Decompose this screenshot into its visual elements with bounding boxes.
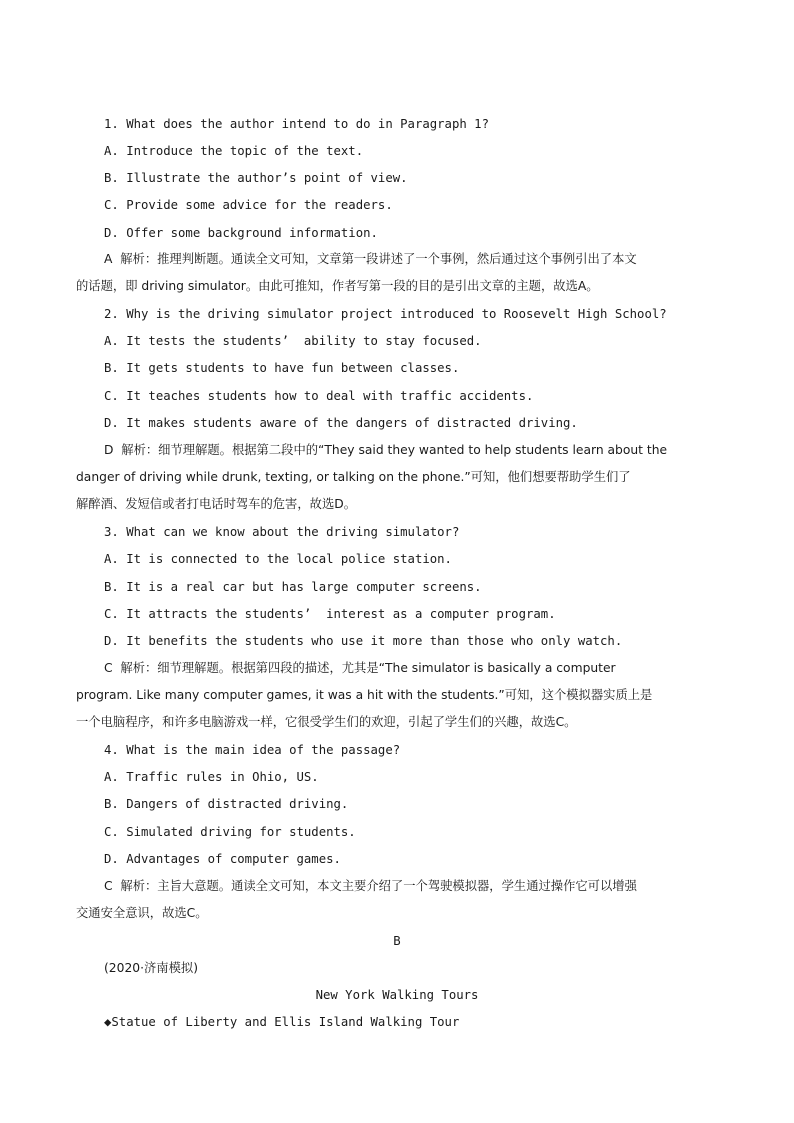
- tour-item-statue-of-liberty: ◆Statue of Liberty and Ellis Island Walking Tour: [104, 1015, 460, 1029]
- section-letter: B: [393, 934, 401, 948]
- q1-option-c: C. Provide some advice for the readers.: [104, 198, 393, 212]
- q2-option-b: B. It gets students to have fun between classes.: [104, 361, 460, 375]
- q3-option-d: D. It benefits the students who use it more than those who only watch.: [104, 634, 623, 648]
- q4-analysis-line-2: 交通安全意识，故选C。: [76, 906, 208, 920]
- q4-option-c: C. Simulated driving for students.: [104, 825, 356, 839]
- q2-option-c: C. It teaches students how to deal with traffic accidents.: [104, 389, 534, 403]
- q3-analysis-line-1: C 解析：细节理解题。根据第四段的描述，尤其是“The simulator is basically a computer: [104, 661, 616, 675]
- q2-analysis-line-1: D 解析：细节理解题。根据第二段中的“They said they wanted to help students learn about the: [104, 443, 668, 457]
- q1-analysis-line-1: A 解析：推理判断题。通读全文可知，文章第一段讲述了一个事例，然后通过这个事例引出了本文: [104, 252, 637, 266]
- q4-option-d: D. Advantages of computer games.: [104, 852, 341, 866]
- q4-option-b: B. Dangers of distracted driving.: [104, 797, 349, 811]
- q4-analysis-line-1: C 解析：主旨大意题。通读全文可知，本文主要介绍了一个驾驶模拟器，学生通过操作它可以增强: [104, 879, 637, 893]
- q3-option-a: A. It is connected to the local police station.: [104, 552, 452, 566]
- q1-option-a: A. Introduce the topic of the text.: [104, 144, 364, 158]
- q1-option-d: D. Offer some background information.: [104, 226, 378, 240]
- q3-analysis-line-2: program. Like many computer games, it was a hit with the students.”可知，这个模拟器实质上是: [76, 688, 653, 702]
- q3-question: 3. What can we know about the driving simulator?: [104, 525, 460, 539]
- q3-option-c: C. It attracts the students’ interest as a computer program.: [104, 607, 556, 621]
- q1-option-b: B. Illustrate the author’s point of view.: [104, 171, 408, 185]
- q4-option-a: A. Traffic rules in Ohio, US.: [104, 770, 319, 784]
- q3-analysis-line-3: 一个电脑程序，和许多电脑游戏一样，它很受学生们的欢迎，引起了学生们的兴趣，故选C。: [76, 715, 577, 729]
- q3-option-b: B. It is a real car but has large computer screens.: [104, 580, 482, 594]
- q2-analysis-line-3: 解醉酒、发短信或者打电话时驾车的危害，故选D。: [76, 497, 357, 511]
- q2-question: 2. Why is the driving simulator project introduced to Roosevelt High School?: [104, 307, 667, 321]
- q1-question: 1. What does the author intend to do in Paragraph 1?: [104, 117, 489, 131]
- q2-option-d: D. It makes students aware of the dangers of distracted driving.: [104, 416, 578, 430]
- q2-analysis-line-2: danger of driving while drunk, texting, or talking on the phone.”可知，他们想要帮助学生们了: [76, 470, 631, 484]
- section-title: New York Walking Tours: [315, 988, 479, 1002]
- q1-analysis-line-2: 的话题，即 driving simulator。由此可推知，作者写第一段的目的是引出文章的主题，故选A。: [76, 279, 599, 293]
- q4-question: 4. What is the main idea of the passage?: [104, 743, 401, 757]
- q2-option-a: A. It tests the students’ ability to stay focused.: [104, 334, 482, 348]
- section-source: (2020·济南模拟): [104, 961, 198, 975]
